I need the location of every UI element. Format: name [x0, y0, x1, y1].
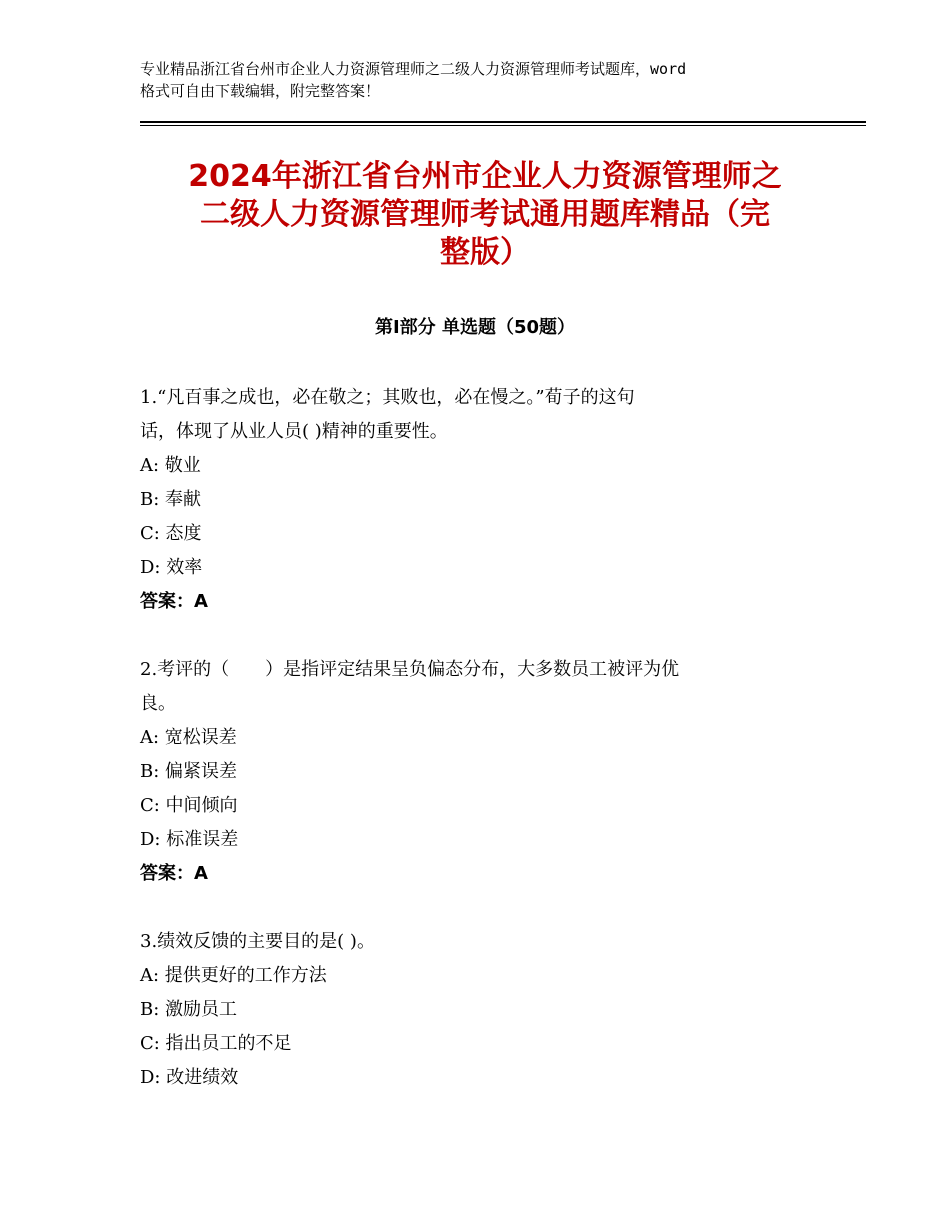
question-stem [140, 653, 800, 721]
section-title: 第Ⅰ部分 单选题（50题） [374, 317, 575, 338]
option-c: C: 指出员工的不足 [140, 1033, 292, 1054]
question-stem-line: 3.绩效反馈的主要目的是( )。 [140, 931, 375, 952]
option-c: C: 中间倾向 [140, 795, 238, 816]
option-b: B: 奉献 [140, 489, 202, 510]
question-2 [140, 653, 800, 891]
option-b: B: 激励员工 [140, 999, 238, 1020]
header-note [140, 58, 830, 102]
question-stem [140, 925, 800, 959]
option-a: A: 宽松误差 [140, 727, 237, 748]
answer: 答案：A [140, 863, 208, 884]
option-b: B: 偏紧误差 [140, 761, 238, 782]
document-title-line-3: 整版） [440, 235, 530, 270]
question-stem-line: 良。 [140, 693, 176, 714]
document-title [140, 158, 830, 272]
header-divider-thick [140, 121, 866, 123]
question-3 [140, 925, 800, 1095]
question-stem-line: 话，体现了从业人员( )精神的重要性。 [140, 421, 448, 442]
option-a: A: 提供更好的工作方法 [140, 965, 327, 986]
document-title-line-1: 2024年浙江省台州市企业人力资源管理师之 [188, 159, 782, 194]
header-divider-thin [140, 125, 866, 126]
question-stem-line: 2.考评的（ ）是指评定结果呈负偏态分布，大多数员工被评为优 [140, 659, 680, 680]
option-c: C: 态度 [140, 523, 202, 544]
question-stem-line: 1.“凡百事之成也，必在敬之；其败也，必在慢之。”荀子的这句 [140, 387, 635, 408]
option-d: D: 标准误差 [140, 829, 239, 850]
answer: 答案：A [140, 591, 208, 612]
question-1 [140, 381, 800, 619]
document-title-line-2: 二级人力资源管理师考试通用题库精品（完 [200, 197, 770, 232]
question-list [140, 381, 800, 1129]
option-d: D: 改进绩效 [140, 1067, 239, 1088]
option-a: A: 敬业 [140, 455, 201, 476]
question-stem [140, 381, 800, 449]
header-note-line-1: 专业精品浙江省台州市企业人力资源管理师之二级人力资源管理师考试题库，word [140, 60, 687, 78]
header-note-line-2: 格式可自由下载编辑，附完整答案！ [140, 82, 381, 100]
option-d: D: 效率 [140, 557, 203, 578]
